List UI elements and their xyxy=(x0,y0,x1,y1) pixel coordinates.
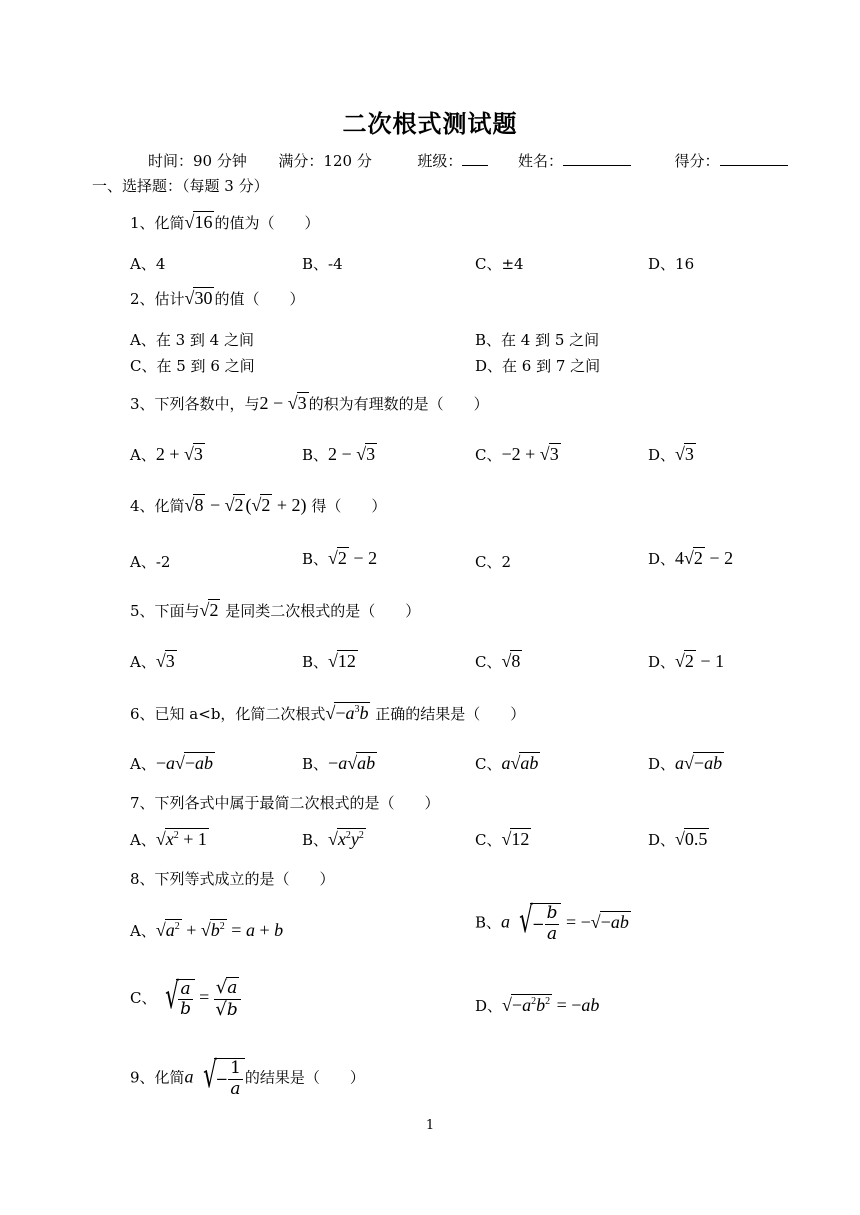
time-label: 时间：90 分钟 xyxy=(148,152,247,170)
q6-option-b[interactable]: B、−a√ab xyxy=(302,753,376,773)
question-9-suffix: 的结果是（ ） xyxy=(244,1068,365,1087)
class-blank[interactable] xyxy=(462,164,488,166)
q2-option-d[interactable]: D、在 6 到 7 之间 xyxy=(475,357,601,375)
question-7: 7、下列各式中属于最简二次根式的是（ ） xyxy=(130,794,440,812)
q5-option-d[interactable]: D、√2 − 1 xyxy=(648,651,725,671)
q6-option-d[interactable]: D、a√−ab xyxy=(648,753,723,773)
exam-header xyxy=(148,150,788,171)
question-2-suffix: 的值（ ） xyxy=(214,290,305,308)
question-1-prefix: 1、化简 xyxy=(130,214,185,232)
name-label: 姓名： xyxy=(517,152,563,170)
name-blank[interactable] xyxy=(563,164,631,166)
question-6-prefix: 6、已知 a<b，化简二次根式 xyxy=(130,705,326,723)
q8-option-d[interactable]: D、$√-a^2b^2 = -ab$ xyxy=(475,995,600,1015)
math-2-minus-sqrt3: 2 − √3 xyxy=(259,393,307,413)
q7-option-b[interactable]: B、$√x^2y^2$ xyxy=(302,829,364,849)
q2-option-b[interactable]: B、在 4 到 5 之间 xyxy=(475,331,600,349)
q3-option-c[interactable]: C、−2 + √3 xyxy=(475,444,559,464)
question-4 xyxy=(130,495,386,516)
math-sqrt-neg-a3b: $√-a^3b$ xyxy=(325,703,369,723)
question-9: 9、化简a √ − $\frac{1}{a}$ 的结果是（ ） xyxy=(130,1055,365,1099)
question-6 xyxy=(130,703,525,724)
q3-option-d[interactable]: D、√3 xyxy=(648,444,694,464)
question-9-prefix: 9、化简 xyxy=(130,1068,185,1087)
question-3-prefix: 3、下列各数中，与 xyxy=(130,395,260,413)
page-title: 二次根式测试题 xyxy=(342,109,518,138)
q4-option-a[interactable]: A、-2 xyxy=(130,553,171,571)
score-blank[interactable] xyxy=(720,164,788,166)
q8-option-a[interactable]: A、$√a^2 + √b^2 = a + b$ xyxy=(130,920,284,940)
q7-option-d[interactable]: D、√0.5 xyxy=(648,829,708,849)
q2-option-a[interactable]: A、在 3 到 4 之间 xyxy=(130,331,254,349)
full-score-label: 满分：120 分 xyxy=(278,152,372,170)
math-sqrt-neg-1-over-a: √ − $\frac{1}{a}$ xyxy=(194,1058,245,1099)
question-1 xyxy=(130,212,319,233)
question-6-suffix: 正确的结果是（ ） xyxy=(375,705,526,723)
q1-option-a[interactable]: A、4 xyxy=(130,255,166,273)
question-4-prefix: 4、化简 xyxy=(130,497,185,515)
math-q4-expression: √8 − √2 (√2 + 2) xyxy=(184,495,307,515)
q3-option-b[interactable]: B、2 − √3 xyxy=(302,444,376,464)
q4-option-c[interactable]: C、2 xyxy=(475,553,512,571)
page-number: 1 xyxy=(425,1118,435,1133)
class-label: 班级： xyxy=(417,152,463,170)
question-2-prefix: 2、估计 xyxy=(130,290,185,308)
q4-option-b[interactable]: B、√2 − 2 xyxy=(302,548,378,568)
question-3 xyxy=(130,393,489,414)
q4-option-d[interactable]: D、4√2 − 2 xyxy=(648,548,734,568)
q1-option-c[interactable]: C、±4 xyxy=(475,255,524,273)
q2-option-c[interactable]: C、在 5 到 6 之间 xyxy=(130,357,255,375)
question-5-suffix: 是同类二次根式的是（ ） xyxy=(225,602,421,620)
question-3-suffix: 的积为有理数的是（ ） xyxy=(308,395,489,413)
q7-option-c[interactable]: C、√12 xyxy=(475,829,530,849)
q1-option-d[interactable]: D、16 xyxy=(648,255,695,273)
score-label: 得分： xyxy=(674,152,720,170)
q5-option-a[interactable]: A、√3 xyxy=(130,651,175,671)
q8-option-c[interactable]: C、 √ $\frac{a}{b}$ = $\frac{√a}{√b}$ xyxy=(130,978,241,1020)
question-8: 8、下列等式成立的是（ ） xyxy=(130,870,335,888)
q1-option-b[interactable]: B、-4 xyxy=(302,255,343,273)
q6-option-a[interactable]: A、−a√−ab xyxy=(130,753,214,773)
q5-option-c[interactable]: C、√8 xyxy=(475,651,521,671)
q3-option-a[interactable]: A、2 + √3 xyxy=(130,444,203,464)
question-2 xyxy=(130,288,304,309)
math-sqrt30: √30 xyxy=(184,288,213,308)
q5-option-b[interactable]: B、√12 xyxy=(302,651,356,671)
q8-option-b[interactable]: B、a √ − $\frac{b}{a}$ = −√−ab xyxy=(475,900,629,944)
question-1-suffix: 的值为（ ） xyxy=(214,214,320,232)
question-5 xyxy=(130,600,420,621)
q7-option-a[interactable]: A、$√x^2 + 1$ xyxy=(130,829,207,849)
q6-option-c[interactable]: C、a√ab xyxy=(475,753,539,773)
math-sqrt2: √2 xyxy=(199,600,219,620)
question-4-suffix: 得（ ） xyxy=(311,497,387,515)
math-sqrt16: √16 xyxy=(184,212,213,232)
question-5-prefix: 5、下面与 xyxy=(130,602,200,620)
section-heading: 一、选择题：（每题 3 分） xyxy=(92,177,269,195)
